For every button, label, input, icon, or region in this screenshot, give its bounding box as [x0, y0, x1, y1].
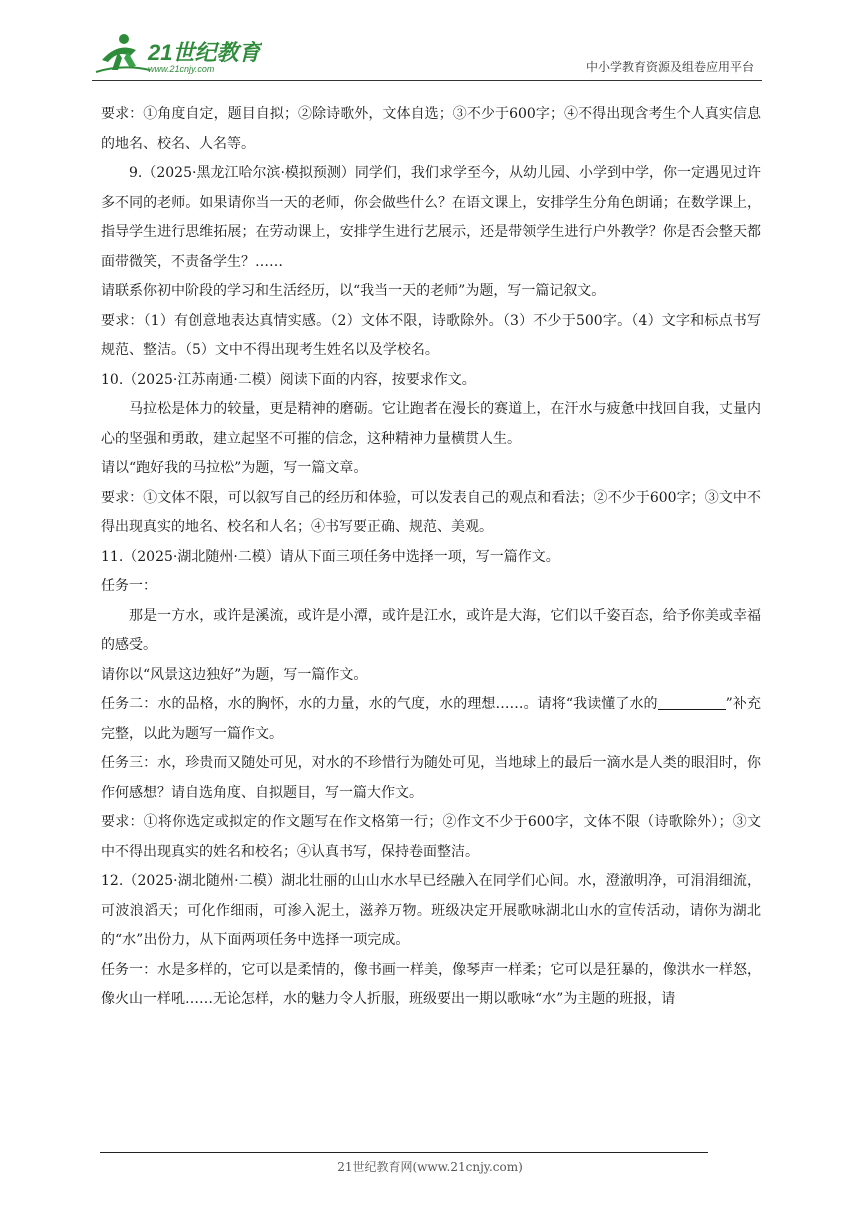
- question-11-requirements: 要求：①将你选定或拟定的作文题写在作文格第一行；②作文不少于600字，文体不限（诗歌除外）；③文中不得出现真实的姓名和校名；④认真书写，保持卷面整洁。: [101, 814, 761, 860]
- svg-text:www.21cnjy.com: www.21cnjy.com: [148, 64, 215, 74]
- fill-blank: [658, 695, 726, 710]
- question-10: 10.（2025·江苏南通·二模）阅读下面的内容，按要求作文。: [101, 371, 476, 388]
- platform-name: 中小学教育资源及组卷应用平台: [585, 60, 754, 74]
- task-2-text: 任务二：水的品格，水的胸怀，水的力量，水的气度，水的理想……。请将“我读懂了水的: [101, 696, 658, 712]
- requirement-text: 要求：①角度自定，题目自拟；②除诗歌外，文体自选；③不少于600字；④不得出现含考生个人真实信息的地名、校名、人名等。: [101, 106, 761, 152]
- question-9-prompt: 请联系你初中阶段的学习和生活经历，以“我当一天的老师”为题，写一篇记叙文。: [101, 283, 606, 299]
- task-2: [101, 690, 761, 749]
- question-11: 11.（2025·湖北随州·二模）请从下面三项任务中选择一项，写一篇作文。: [101, 548, 560, 565]
- question-12-task-1: 任务一：水是多样的，它可以是柔情的，像书画一样美，像琴声一样柔；它可以是狂暴的，像洪水一样怒，像火山一样吼……无论怎样，水的魅力令人折服，班级要出一期以歌咏“水”为主题的班报，请: [101, 961, 761, 1007]
- task-1-passage: 那是一方水，或许是溪流，或许是小潭，或许是江水，或许是大海，它们以千姿百态，给予你美或幸福的感受。: [101, 607, 761, 653]
- question-10-passage: 马拉松是体力的较量，更是精神的磨砺。它让跑者在漫长的赛道上，在汗水与疲惫中找回自我，丈量内心的坚强和勇敢，建立起坚不可摧的信念，这种精神力量横贯人生。: [101, 401, 761, 447]
- footer-divider: [100, 1152, 708, 1153]
- task-1-prompt: 请你以“风景这边独好”为题，写一篇作文。: [101, 666, 368, 683]
- question-9-requirements: 要求：（1）有创意地表达真情实感。（2）文体不限，诗歌除外。（3）不少于500字。（4）文字和标点书写规范、整洁。（5）文中不得出现考生姓名以及学校名。: [101, 312, 761, 358]
- task-2-text-after: ”补充完整，以此为题写一篇作文。: [101, 696, 761, 742]
- question-9: 9.（2025·黑龙江哈尔滨·模拟预测）同学们，我们求学至今，从幼儿园、小学到中学，你一定遇见过许多不同的老师。如果请你当一天的老师，你会做些什么？在语文课上，安排学生分角色朗诵；在数学课上，指导学生进行思维拓展；在劳动课上，安排学生进行艺展示，还是带领学生进行户外教学？你是否会整天都面带微笑，不责备学生？……: [101, 165, 761, 270]
- question-10-prompt: 请以“跑好我的马拉松”为题，写一篇文章。: [101, 460, 368, 476]
- question-12: 12.（2025·湖北随州·二模）湖北壮丽的山山水水早已经融入在同学们心间。水，澄澈明净，可涓涓细流，可波浪滔天；可化作细雨，可渗入泥土，滋养万物。班级决定开展歌咏湖北山水的宣传活动，请你为湖北的“水”出份力，从下面两项任务中选择一项完成。: [101, 873, 761, 948]
- page-footer: 21世纪教育网(www.21cnjy.com): [337, 1160, 523, 1174]
- document-body: [101, 100, 761, 1015]
- svg-text:21世纪教育: 21世纪教育: [148, 40, 261, 65]
- question-10-requirements: 要求：①文体不限，可以叙写自己的经历和体验，可以发表自己的观点和看法；②不少于600字；③文中不得出现真实的地名、校名和人名；④书写要正确、规范、美观。: [101, 489, 761, 535]
- task-1-label: 任务一：: [101, 578, 157, 594]
- page-header: [92, 30, 762, 81]
- site-logo: [92, 30, 262, 78]
- task-3: 任务三：水，珍贵而又随处可见，对水的不珍惜行为随处可见，当地球上的最后一滴水是人类的眼泪时，你作何感想？请自选角度、自拟题目，写一篇大作文。: [101, 755, 761, 801]
